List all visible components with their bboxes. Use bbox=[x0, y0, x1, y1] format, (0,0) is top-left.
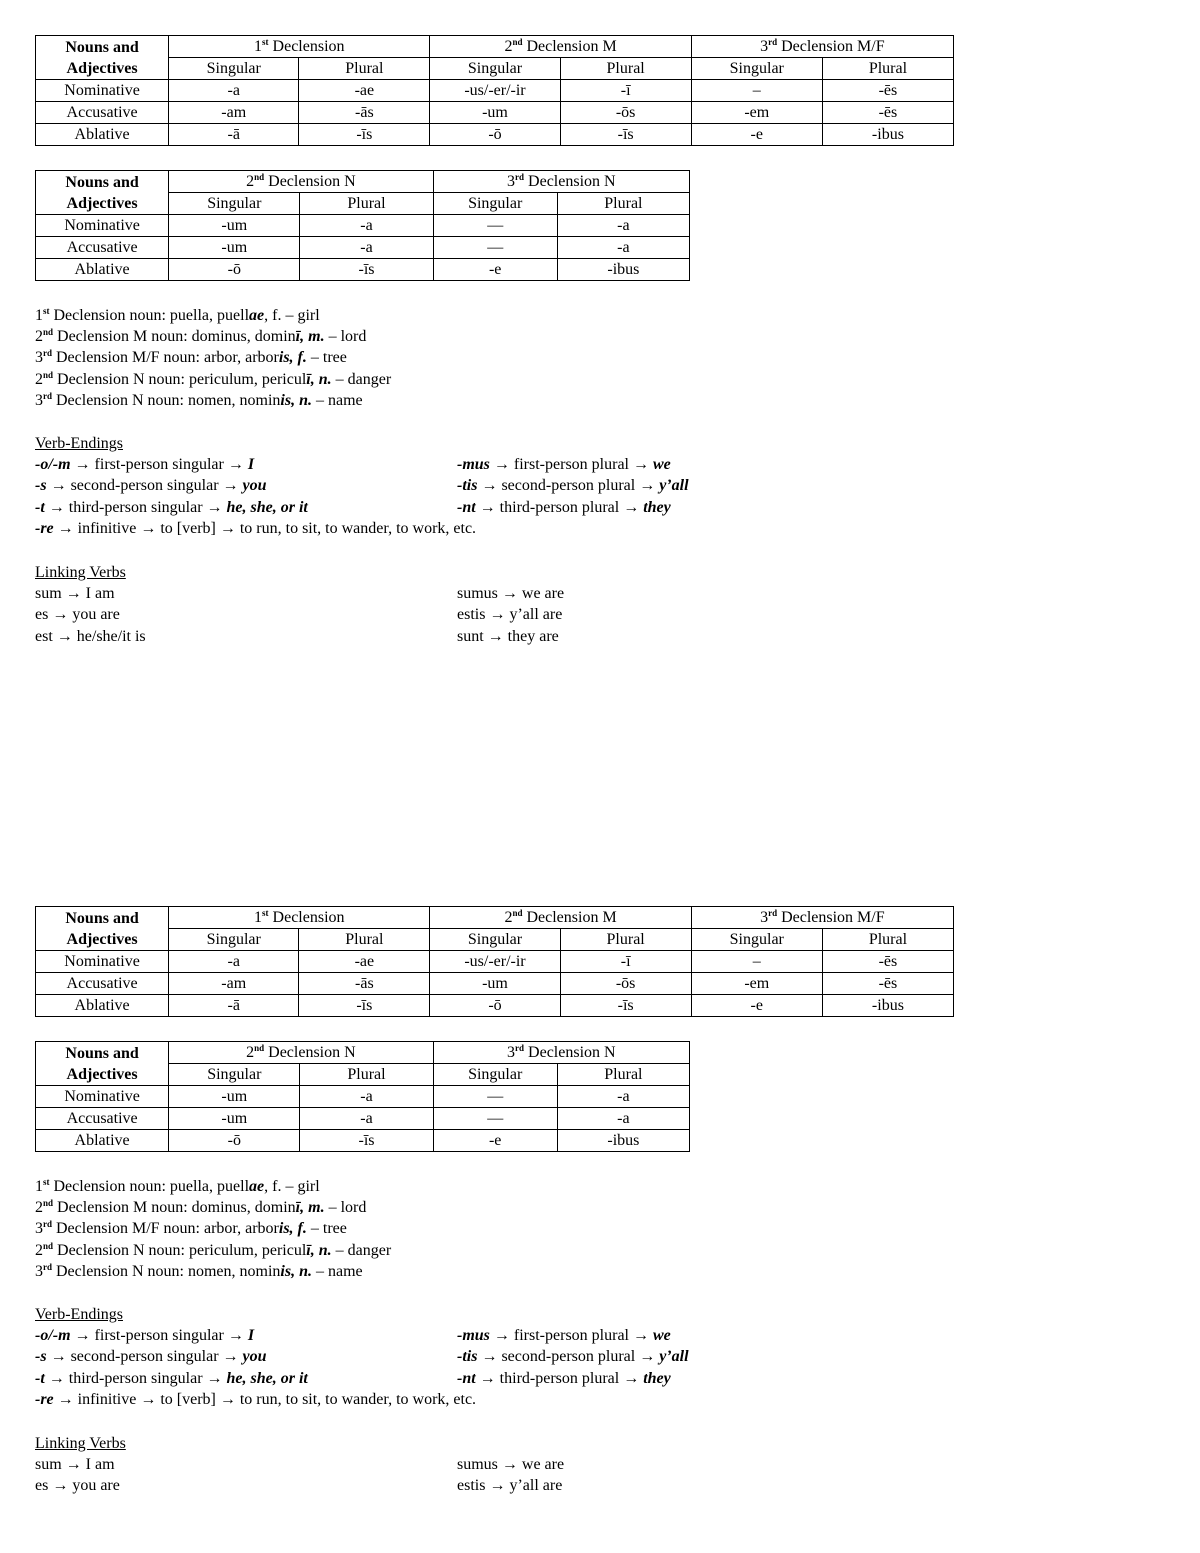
verb-ending-row: -s → second-person singular → you -tis → second-person plural → y’all bbox=[35, 477, 689, 495]
subheader: Singular bbox=[169, 58, 299, 80]
table-cell: -um bbox=[430, 102, 560, 124]
verb-endings-heading: Verb-Endings bbox=[35, 435, 123, 452]
example-line: 1st Declension noun: puella, puellae, f. – girl bbox=[35, 306, 320, 324]
row-label: Accusative bbox=[36, 973, 169, 995]
table-cell: -ō bbox=[169, 1130, 300, 1152]
table-cell: -īs bbox=[300, 1130, 433, 1152]
table-cell: — bbox=[433, 215, 557, 237]
linking-verbs-heading: Linking Verbs bbox=[35, 1435, 126, 1452]
table-cell: -a bbox=[169, 80, 299, 102]
group-header: 3rd Declension M/F bbox=[691, 907, 953, 929]
group-header: 3rd Declension N bbox=[433, 171, 689, 193]
example-line: 3rd Declension N noun: nomen, nominis, n. – name bbox=[35, 390, 363, 409]
table-cell: -ās bbox=[299, 973, 430, 995]
table-cell: -a bbox=[557, 237, 689, 259]
table-cell: -ās bbox=[299, 102, 430, 124]
table-cell: -ibus bbox=[557, 259, 689, 281]
subheader: Singular bbox=[430, 929, 560, 951]
table-cell: -a bbox=[557, 1108, 689, 1130]
linking-verbs-section bbox=[35, 1433, 895, 1497]
subheader: Singular bbox=[169, 929, 299, 951]
table-cell: -ēs bbox=[822, 951, 953, 973]
verb-ending-row: -o/-m → first-person singular → I -mus → first-person plural → we bbox=[35, 1327, 671, 1345]
subheader: Plural bbox=[560, 58, 691, 80]
linking-verbs-section bbox=[35, 562, 895, 647]
table-cell: -e bbox=[691, 995, 822, 1017]
table-row bbox=[36, 237, 690, 259]
table-cell: — bbox=[433, 1108, 557, 1130]
table-row bbox=[36, 124, 954, 146]
subheader: Plural bbox=[557, 1064, 689, 1086]
table-cell: -īs bbox=[299, 124, 430, 146]
row-label: Accusative bbox=[36, 237, 169, 259]
table-cell: -em bbox=[691, 973, 822, 995]
table-cell: -um bbox=[169, 215, 300, 237]
table-row bbox=[36, 1086, 690, 1108]
table-cell: -ōs bbox=[560, 102, 691, 124]
table-cell: -am bbox=[169, 973, 299, 995]
linking-verbs-heading: Linking Verbs bbox=[35, 564, 126, 581]
verb-endings-section bbox=[35, 1304, 895, 1410]
table-cell: -ibus bbox=[822, 124, 953, 146]
example-nouns bbox=[35, 1176, 391, 1282]
table-cell: -um bbox=[430, 973, 560, 995]
table-cell: -īs bbox=[299, 995, 430, 1017]
table-cell: – bbox=[691, 80, 822, 102]
table-row bbox=[36, 973, 954, 995]
table-cell: -ēs bbox=[822, 973, 953, 995]
table-cell: -e bbox=[691, 124, 822, 146]
corner-header: Nouns and Adjectives bbox=[36, 171, 169, 215]
example-line: 3rd Declension N noun: nomen, nominis, n. – name bbox=[35, 1261, 363, 1280]
table-row bbox=[36, 102, 954, 124]
table-cell: -a bbox=[557, 215, 689, 237]
table-cell: -ēs bbox=[822, 102, 953, 124]
row-label: Nominative bbox=[36, 215, 169, 237]
infinitive-row: -re → infinitive → to [verb] → to run, to sit, to wander, to work, etc. bbox=[35, 1390, 477, 1408]
table-cell: -um bbox=[169, 1086, 300, 1108]
table-cell: -e bbox=[433, 259, 557, 281]
table-cell: -ae bbox=[299, 951, 430, 973]
infinitive-row: -re → infinitive → to [verb] → to run, to sit, to wander, to work, etc. bbox=[35, 519, 477, 537]
table-cell: -a bbox=[300, 237, 433, 259]
declension-table-neuter bbox=[35, 170, 690, 281]
table-row bbox=[36, 259, 690, 281]
group-header: 2nd Declension N bbox=[169, 1042, 433, 1064]
subheader: Plural bbox=[300, 193, 433, 215]
subheader: Singular bbox=[433, 193, 557, 215]
group-header: 2nd Declension N bbox=[169, 171, 433, 193]
table-row bbox=[36, 1130, 690, 1152]
linking-verb-row: es → you are estis → y’all are bbox=[35, 1477, 563, 1495]
group-header: 2nd Declension M bbox=[430, 36, 691, 58]
row-label: Nominative bbox=[36, 80, 169, 102]
table-cell: -e bbox=[433, 1130, 557, 1152]
example-nouns bbox=[35, 305, 391, 411]
verb-ending-row: -t → third-person singular → he, she, or it -nt → third-person plural → they bbox=[35, 1369, 671, 1387]
table-cell: -a bbox=[557, 1086, 689, 1108]
declension-table-m-f bbox=[35, 906, 954, 1017]
table-row bbox=[36, 80, 954, 102]
subheader: Plural bbox=[557, 193, 689, 215]
subheader: Singular bbox=[433, 1064, 557, 1086]
subheader: Singular bbox=[691, 929, 822, 951]
row-label: Nominative bbox=[36, 1086, 169, 1108]
example-line: 2nd Declension N noun: periculum, periculī, n. – danger bbox=[35, 369, 392, 388]
table-cell: -ō bbox=[169, 259, 300, 281]
subheader: Singular bbox=[691, 58, 822, 80]
table-cell: -ā bbox=[169, 995, 299, 1017]
table-cell: -a bbox=[300, 1086, 433, 1108]
group-header: 3rd Declension N bbox=[433, 1042, 689, 1064]
table-cell: -us/-er/-ir bbox=[430, 80, 560, 102]
table-cell: -īs bbox=[560, 124, 691, 146]
table-cell: -ōs bbox=[560, 973, 691, 995]
table-cell: -īs bbox=[300, 259, 433, 281]
example-line: 2nd Declension N noun: periculum, periculī, n. – danger bbox=[35, 1240, 392, 1259]
subheader: Singular bbox=[169, 1064, 300, 1086]
table-row bbox=[36, 215, 690, 237]
table-cell: -am bbox=[169, 102, 299, 124]
table-cell: -ī bbox=[560, 951, 691, 973]
row-label: Accusative bbox=[36, 102, 169, 124]
table-cell: -ī bbox=[560, 80, 691, 102]
table-cell: -em bbox=[691, 102, 822, 124]
verb-ending-row: -s → second-person singular → you -tis → second-person plural → y’all bbox=[35, 1348, 689, 1366]
table-cell: -ā bbox=[169, 124, 299, 146]
subheader: Plural bbox=[300, 1064, 433, 1086]
table-cell: – bbox=[691, 951, 822, 973]
table-cell: -um bbox=[169, 1108, 300, 1130]
verb-endings-heading: Verb-Endings bbox=[35, 1306, 123, 1323]
table-row bbox=[36, 1108, 690, 1130]
table-cell: -a bbox=[300, 1108, 433, 1130]
subheader: Plural bbox=[299, 929, 430, 951]
example-line: 2nd Declension M noun: dominus, dominī, m. – lord bbox=[35, 327, 367, 346]
table-cell: -ēs bbox=[822, 80, 953, 102]
declension-table-m-f bbox=[35, 35, 954, 146]
table-cell: -ō bbox=[430, 124, 560, 146]
group-header: 2nd Declension M bbox=[430, 907, 691, 929]
table-cell: -a bbox=[169, 951, 299, 973]
subheader: Plural bbox=[822, 58, 953, 80]
row-label: Ablative bbox=[36, 995, 169, 1017]
example-line: 2nd Declension M noun: dominus, dominī, m. – lord bbox=[35, 1198, 367, 1217]
corner-header: Nouns and Adjectives bbox=[36, 36, 169, 80]
table-cell: -ō bbox=[430, 995, 560, 1017]
table-cell: -īs bbox=[560, 995, 691, 1017]
subheader: Singular bbox=[169, 193, 300, 215]
verb-ending-row: -o/-m → first-person singular → I -mus → first-person plural → we bbox=[35, 456, 671, 474]
group-header: 1st Declension bbox=[169, 36, 430, 58]
table-cell: — bbox=[433, 237, 557, 259]
verb-endings-section bbox=[35, 433, 895, 539]
row-label: Ablative bbox=[36, 259, 169, 281]
example-line: 1st Declension noun: puella, puellae, f. – girl bbox=[35, 1177, 320, 1195]
table-cell: — bbox=[433, 1086, 557, 1108]
declension-table-neuter bbox=[35, 1041, 690, 1152]
linking-verb-row: sum → I am sumus → we are bbox=[35, 1456, 565, 1474]
table-cell: -um bbox=[169, 237, 300, 259]
group-header: 1st Declension bbox=[169, 907, 430, 929]
verb-ending-row: -t → third-person singular → he, she, or it -nt → third-person plural → they bbox=[35, 498, 671, 516]
linking-verb-row: es → you are estis → y’all are bbox=[35, 606, 563, 624]
corner-header: Nouns and Adjectives bbox=[36, 907, 169, 951]
linking-verb-row: sum → I am sumus → we are bbox=[35, 585, 565, 603]
subheader: Plural bbox=[822, 929, 953, 951]
table-cell: -ibus bbox=[822, 995, 953, 1017]
table-row bbox=[36, 995, 954, 1017]
linking-verb-row: est → he/she/it is sunt → they are bbox=[35, 627, 559, 645]
subheader: Plural bbox=[560, 929, 691, 951]
example-line: 3rd Declension M/F noun: arbor, arboris, f. – tree bbox=[35, 348, 347, 367]
subheader: Singular bbox=[430, 58, 560, 80]
table-row bbox=[36, 951, 954, 973]
row-label: Accusative bbox=[36, 1108, 169, 1130]
subheader: Plural bbox=[299, 58, 430, 80]
row-label: Nominative bbox=[36, 951, 169, 973]
row-label: Ablative bbox=[36, 1130, 169, 1152]
group-header: 3rd Declension M/F bbox=[691, 36, 953, 58]
row-label: Ablative bbox=[36, 124, 169, 146]
example-line: 3rd Declension M/F noun: arbor, arboris, f. – tree bbox=[35, 1219, 347, 1238]
table-cell: -ibus bbox=[557, 1130, 689, 1152]
table-cell: -ae bbox=[299, 80, 430, 102]
corner-header: Nouns and Adjectives bbox=[36, 1042, 169, 1086]
table-cell: -a bbox=[300, 215, 433, 237]
table-cell: -us/-er/-ir bbox=[430, 951, 560, 973]
